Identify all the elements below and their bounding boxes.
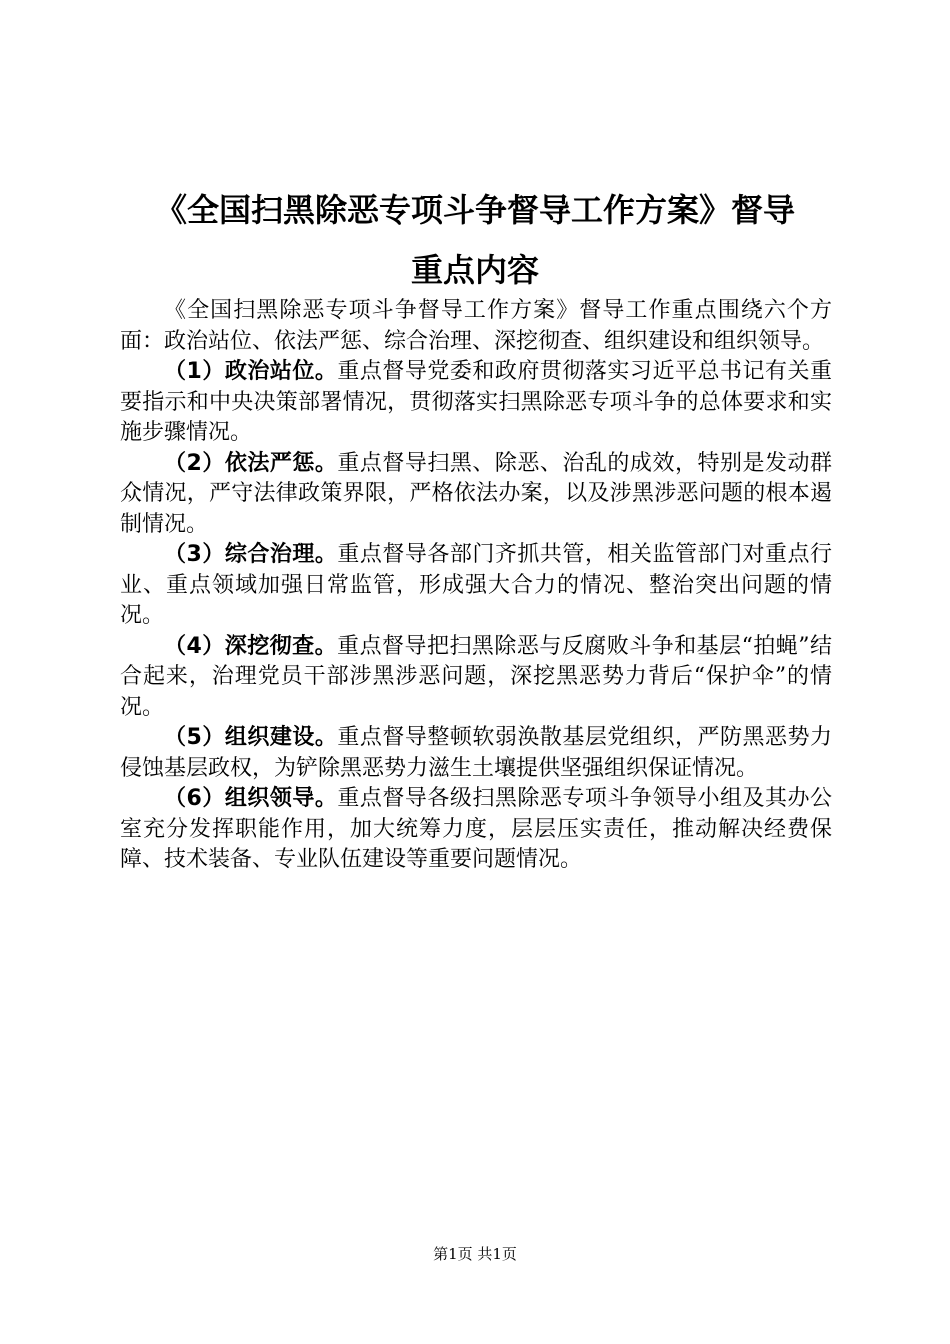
item-text-4: 重点督导把扫黑除恶与反腐败斗争和基层“拍蝇”结合起来，治理党员干部涉黑涉恶问题，深挖黑恶势力背后“保护伞”的情况。 [120, 633, 832, 720]
item-text-3: 重点督导各部门齐抓共管，相关监管部门对重点行业、重点领域加强日常监管，形成强大合力的情况、整治突出问题的情况。 [120, 542, 832, 628]
item-text-1: 重点督导党委和政府贯彻落实习近平总书记有关重要指示和中央决策部署情况，贯彻落实扫黑除恶专项斗争的总体要求和实施步骤情况。 [120, 359, 832, 445]
item-paragraph-6 [120, 784, 832, 876]
document-title-line-1: 《全国扫黑除恶专项斗争督导工作方案》督导 [154, 191, 795, 229]
document-title-line-2: 重点内容 [410, 251, 539, 289]
intro-paragraph: 《全国扫黑除恶专项斗争督导工作方案》督导工作重点围绕六个方面：政治站位、依法严惩、综合治理、深挖彻查、组织建设和组织领导。 [120, 298, 832, 354]
item-heading-1: （1）政治站位。 [164, 359, 338, 384]
item-heading-4: （4）深挖彻查。 [164, 633, 338, 659]
item-text-6: 重点督导各级扫黑除恶专项斗争领导小组及其办公室充分发挥职能作用，加大统筹力度，层层压实责任，推动解决经费保障、技术装备、专业队伍建设等重要问题情况。 [120, 786, 832, 872]
item-text-5: 重点督导整顿软弱涣散基层党组织，严防黑恶势力侵蚀基层政权，为铲除黑恶势力滋生土壤提供坚强组织保证情况。 [120, 725, 832, 781]
item-paragraph-3 [120, 540, 832, 632]
item-text-2: 重点督导扫黑、除恶、治乱的成效，特别是发动群众情况，严守法律政策界限，严格依法办案，以及涉黑涉恶问题的根本遏制情况。 [120, 450, 832, 537]
item-heading-5: （5）组织建设。 [164, 725, 338, 750]
item-heading-2: （2）依法严惩。 [164, 450, 338, 476]
item-paragraph-5 [120, 723, 832, 784]
item-paragraph-1 [120, 357, 832, 449]
item-heading-3: （3）综合治理。 [164, 542, 338, 567]
item-paragraph-4 [120, 632, 832, 724]
page-number-footer: 第1页 共1页 [433, 1245, 517, 1263]
document-body [120, 296, 832, 876]
item-heading-6: （6）组织领导。 [164, 786, 338, 811]
item-paragraph-2 [120, 449, 832, 541]
